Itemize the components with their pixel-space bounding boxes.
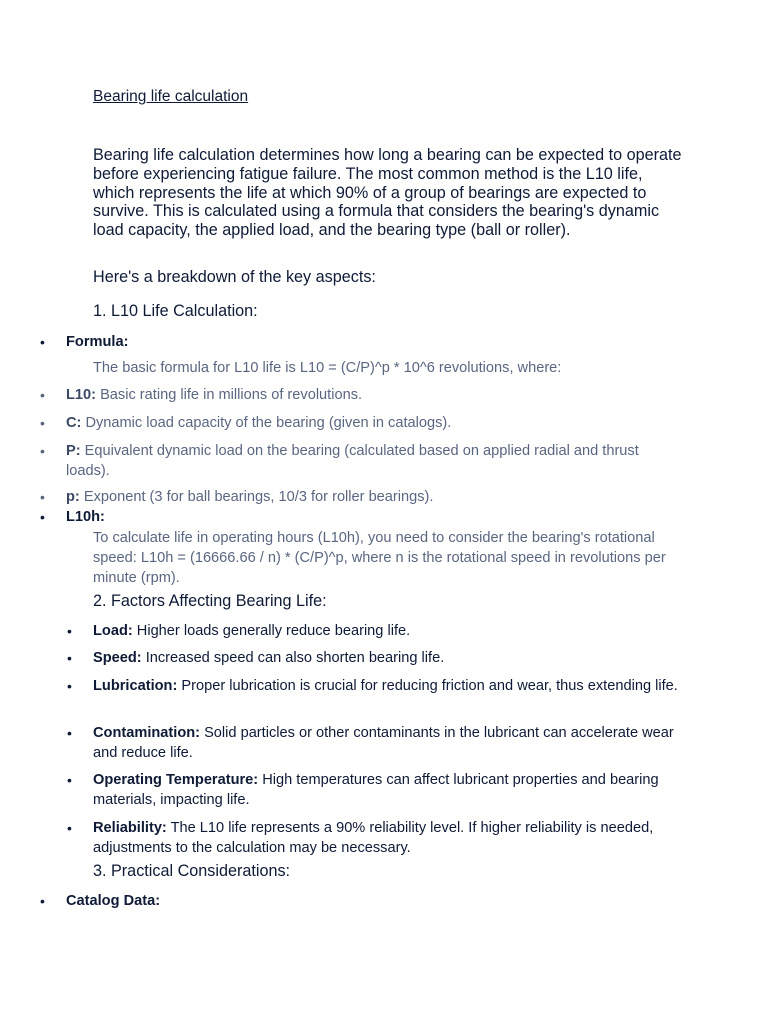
factor-term: Load: [93,623,133,639]
list-item-factor-load [67,621,707,641]
bullet-icon: • [40,387,45,403]
breakdown-heading: Here's a breakdown of the key aspects: [93,268,376,286]
list-item-def-l10 [40,385,680,405]
factor-text: Solid particles or other contaminants in the lubricant can accelerate wear and reduce life. [93,725,674,761]
bullet-icon: • [40,334,45,350]
bullet-icon: • [67,772,72,788]
factor-term: Contamination: [93,725,201,741]
factor-text: Increased speed can also shorten bearing life. [141,650,445,666]
list-item-l10h [40,507,680,527]
bullet-icon: • [40,489,45,505]
section-1-heading: 1. L10 Life Calculation: [93,302,258,320]
def-term: L10: [66,387,97,403]
bullet-icon: • [67,678,72,694]
catalog-label: Catalog Data: [66,893,161,909]
bullet-icon: • [40,509,45,525]
list-item-catalog-data [40,891,680,911]
list-item-factor-lubrication [67,676,707,716]
page-title: Bearing life calculation [93,88,249,105]
def-term: C: [66,415,82,431]
list-item-factor-contamination [67,723,707,763]
factor-text: Higher loads generally reduce bearing life. [132,623,411,639]
bullet-icon: • [67,650,72,666]
bullet-icon: • [40,893,45,909]
section-2-heading: 2. Factors Affecting Bearing Life: [93,592,327,610]
factor-term: Lubrication: [93,678,178,694]
bullet-icon: • [67,725,72,741]
section-3-heading: 3. Practical Considerations: [93,862,291,880]
bullet-icon: • [67,820,72,836]
factor-text: Proper lubrication is crucial for reducing friction and wear, thus extending life. [177,678,678,694]
def-term: P: [66,443,81,459]
factor-term: Reliability: [93,820,167,836]
list-item-def-exponent [40,487,680,507]
def-text: Exponent (3 for ball bearings, 10/3 for roller bearings). [79,489,434,505]
factor-text: The L10 life represents a 90% reliability level. If higher reliability is needed, adjustments to the calculation may be necessary. [93,820,654,856]
factor-term: Operating Temperature: [93,772,259,788]
def-text: Dynamic load capacity of the bearing (given in catalogs). [81,415,452,431]
bullet-icon: • [40,415,45,431]
factor-text: High temperatures can affect lubricant properties and bearing materials, impacting life. [93,772,659,808]
list-item-factor-temperature [67,770,707,810]
list-item-def-p [40,441,680,481]
def-term: p: [66,489,80,505]
formula-label: Formula: [66,334,129,350]
def-text: Basic rating life in millions of revolutions. [96,387,363,403]
bullet-icon: • [67,623,72,639]
list-item-factor-speed [67,648,707,668]
list-item-factor-reliability [67,818,707,858]
l10h-text: To calculate life in operating hours (L10h), you need to consider the bearing's rotational speed: L10h = (16666.66 / n) * (C/P)^p, where n is the rotational speed in revolutions per minute (rpm). [93,530,666,586]
l10h-label: L10h: [66,509,105,525]
formula-text: The basic formula for L10 life is L10 = (C/P)^p * 10^6 revolutions, where: [93,360,562,376]
list-item-formula [40,332,680,352]
list-item-def-c [40,413,680,433]
factor-term: Speed: [93,650,142,666]
bullet-icon: • [40,443,45,459]
def-text: Equivalent dynamic load on the bearing (calculated based on applied radial and thrust loads). [66,443,639,479]
intro-paragraph: Bearing life calculation determines how long a bearing can be expected to operate before experiencing fatigue failure. The most common method is the L10 life, which represents the life at which 90% of a group of bearings are expected to survive. This is calculated using a formula that considers the bearing's dynamic load capacity, the applied load, and the bearing type (ball or roller). [93,146,682,240]
